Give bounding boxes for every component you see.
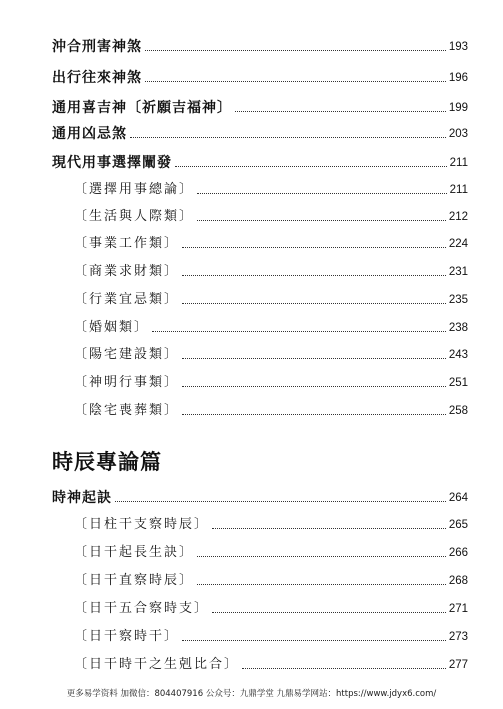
toc-entry-page: 238 bbox=[448, 322, 468, 334]
toc-entry-title: 〔陰宅喪葬類〕 bbox=[74, 403, 180, 418]
dot-leader bbox=[182, 386, 446, 387]
toc-entry-page: 224 bbox=[448, 238, 468, 250]
toc-entry[interactable] bbox=[74, 207, 468, 227]
toc-entry[interactable] bbox=[74, 543, 468, 563]
dot-leader bbox=[182, 640, 446, 641]
dot-leader bbox=[197, 556, 446, 557]
toc-entry[interactable] bbox=[74, 262, 468, 282]
toc-entry-page: 212 bbox=[448, 211, 468, 223]
dot-leader bbox=[182, 247, 446, 248]
toc-entry[interactable] bbox=[74, 571, 468, 591]
dot-leader bbox=[182, 414, 446, 415]
toc-entry[interactable] bbox=[74, 290, 468, 310]
toc-entry-page: 251 bbox=[448, 377, 468, 389]
toc-entry[interactable] bbox=[74, 515, 468, 535]
toc-entry-page: 264 bbox=[448, 492, 468, 504]
toc-entry[interactable] bbox=[52, 68, 468, 88]
toc-entry-title: 〔日柱干支察時辰〕 bbox=[74, 517, 210, 532]
toc-entry-page: 258 bbox=[448, 405, 468, 417]
toc-entry[interactable] bbox=[74, 655, 468, 675]
toc-entry-title: 時神起訣 bbox=[52, 490, 112, 506]
toc-entry-title: 〔日干時干之生剋比合〕 bbox=[74, 657, 240, 672]
toc-entry[interactable] bbox=[52, 37, 468, 57]
toc-entry-page: 277 bbox=[448, 659, 468, 671]
toc-entry-title: 〔神明行事類〕 bbox=[74, 375, 180, 390]
toc-entry-page: 235 bbox=[448, 294, 468, 306]
dot-leader bbox=[212, 528, 446, 529]
toc-entry-title: 〔生活與人際類〕 bbox=[74, 209, 195, 224]
dot-leader bbox=[115, 501, 446, 502]
dot-leader bbox=[197, 584, 446, 585]
toc-entry[interactable] bbox=[74, 401, 468, 421]
toc-entry[interactable] bbox=[52, 124, 468, 144]
dot-leader bbox=[182, 303, 446, 304]
toc-entry[interactable] bbox=[74, 345, 468, 365]
toc-entry-title: 〔陽宅建設類〕 bbox=[74, 347, 180, 362]
toc-entry[interactable] bbox=[74, 180, 468, 200]
dot-leader bbox=[197, 220, 446, 221]
toc-entry-title: 〔日干直察時辰〕 bbox=[74, 573, 195, 588]
toc-entry[interactable] bbox=[74, 627, 468, 647]
section-heading: 時辰專論篇 bbox=[52, 450, 162, 474]
toc-entry-title: 〔選擇用事總論〕 bbox=[74, 182, 195, 197]
footer-text: 更多易学资料 加微信：804407916 公众号：九鼎学堂 九鼎易学网站：https://www.jdyx6.com/ bbox=[66, 689, 437, 699]
toc-entry[interactable] bbox=[74, 234, 468, 254]
toc-entry-page: 193 bbox=[448, 41, 468, 53]
toc-entry[interactable] bbox=[52, 98, 468, 118]
dot-leader bbox=[130, 137, 446, 138]
toc-entry-title: 〔婚姻類〕 bbox=[74, 320, 150, 335]
toc-entry[interactable] bbox=[74, 318, 468, 338]
toc-entry[interactable] bbox=[52, 153, 468, 173]
toc-entry-title: 現代用事選擇闡發 bbox=[52, 155, 172, 171]
toc-entry[interactable] bbox=[52, 488, 468, 508]
toc-entry-title: 通用凶忌煞 bbox=[52, 126, 127, 142]
dot-leader bbox=[212, 612, 446, 613]
dot-leader bbox=[235, 111, 446, 112]
toc-entry[interactable] bbox=[74, 373, 468, 393]
dot-leader bbox=[197, 193, 447, 194]
toc-entry-page: 271 bbox=[448, 603, 468, 615]
toc-entry-page: 211 bbox=[449, 184, 468, 196]
toc-entry-title: 通用喜吉神〔祈願吉福神〕 bbox=[52, 100, 232, 116]
toc-entry-page: 203 bbox=[448, 128, 468, 140]
toc-entry-title: 〔事業工作類〕 bbox=[74, 236, 180, 251]
toc-entry-page: 211 bbox=[449, 157, 468, 169]
dot-leader bbox=[152, 331, 446, 332]
toc-entry-title: 〔商業求財類〕 bbox=[74, 264, 180, 279]
toc-entry-title: 出行往來神煞 bbox=[52, 70, 142, 86]
toc-entry-page: 199 bbox=[448, 102, 468, 114]
toc-entry-page: 231 bbox=[448, 266, 468, 278]
dot-leader bbox=[175, 166, 447, 167]
toc-entry-page: 243 bbox=[448, 349, 468, 361]
toc-entry-page: 196 bbox=[448, 72, 468, 84]
toc-entry-title: 沖合刑害神煞 bbox=[52, 39, 142, 55]
toc-entry-title: 〔日干五合察時支〕 bbox=[74, 601, 210, 616]
toc-entry-title: 〔日干察時干〕 bbox=[74, 629, 180, 644]
dot-leader bbox=[182, 358, 446, 359]
toc-entry-title: 〔行業宜忌類〕 bbox=[74, 292, 180, 307]
dot-leader bbox=[145, 50, 446, 51]
toc-entry-title: 〔日干起長生訣〕 bbox=[74, 545, 195, 560]
dot-leader bbox=[242, 668, 446, 669]
toc-entry-page: 266 bbox=[448, 547, 468, 559]
toc-entry[interactable] bbox=[74, 599, 468, 619]
dot-leader bbox=[182, 275, 446, 276]
toc-entry-page: 273 bbox=[448, 631, 468, 643]
dot-leader bbox=[145, 81, 446, 82]
toc-entry-page: 268 bbox=[448, 575, 468, 587]
toc-entry-page: 265 bbox=[448, 519, 468, 531]
